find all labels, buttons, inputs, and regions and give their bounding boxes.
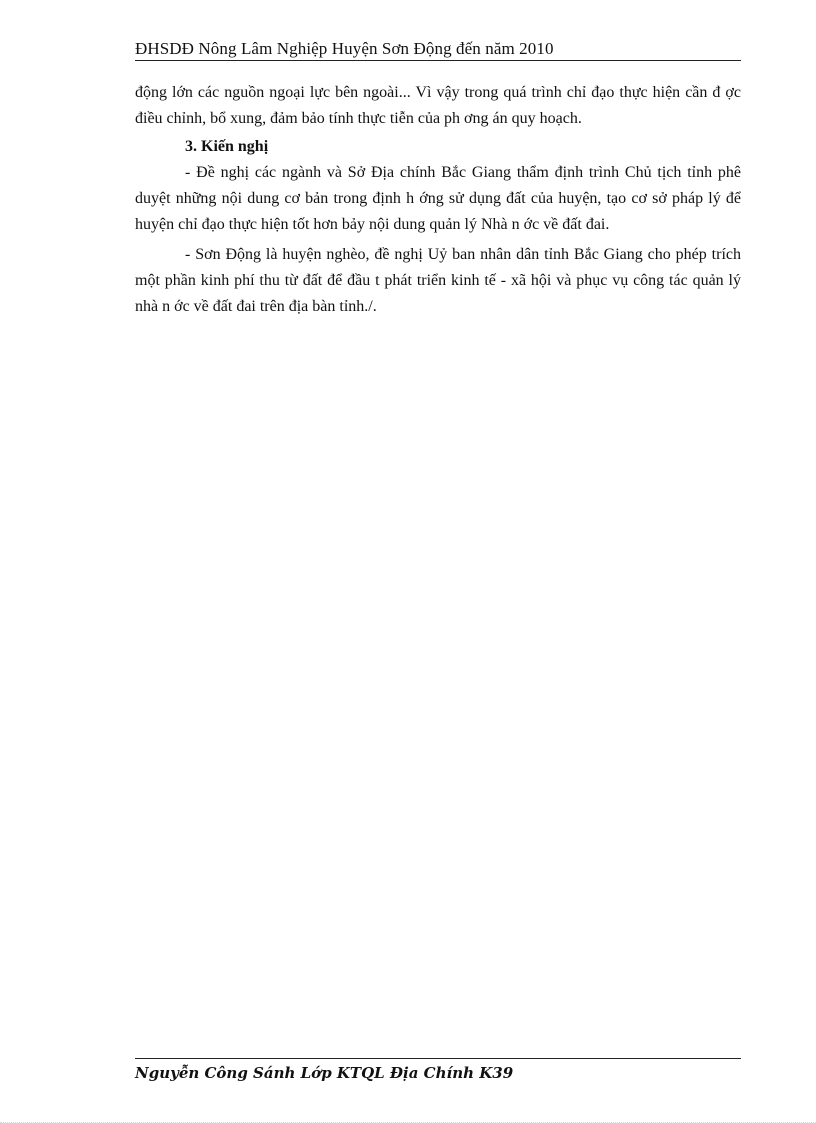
page-footer: Nguyễn Công Sánh Lớp KTQL Địa Chính K39: [135, 1064, 514, 1082]
page-header: ĐHSDĐ Nông Lâm Nghiệp Huyện Sơn Động đến năm 2010: [135, 38, 741, 61]
section-heading: 3. Kiến nghị: [185, 138, 269, 155]
paragraph-intro: động lớn các nguồn ngoại lực bên ngoài... Vì vậy trong quá trình chỉ đạo thực hiện cần đ ợc điều chỉnh, bổ xung, đảm bảo tính thực tiễn của ph ơng án quy hoạch.: [135, 84, 741, 127]
recommendation-2: - Sơn Động là huyện nghèo, đề nghị Uỷ ban nhân dân tỉnh Bắc Giang cho phép trích một phần kinh phí thu từ đất để đầu t phát triển kinh tế - xã hội và phục vụ công tác quản lý nhà n ớc về đất đai trên địa bàn tỉnh./.: [135, 246, 741, 315]
recommendation-1: - Đề nghị các ngành và Sở Địa chính Bắc Giang thẩm định trình Chủ tịch tỉnh phê duyệt những nội dung cơ bản trong định h ớng sử dụng đất của huyện, tạo cơ sở pháp lý để huyện chỉ đạo thực hiện tốt hơn bảy nội dung quản lý Nhà n ớc về đất đai.: [135, 164, 741, 233]
footer-divider: [135, 1058, 741, 1059]
document-body: [135, 80, 741, 320]
